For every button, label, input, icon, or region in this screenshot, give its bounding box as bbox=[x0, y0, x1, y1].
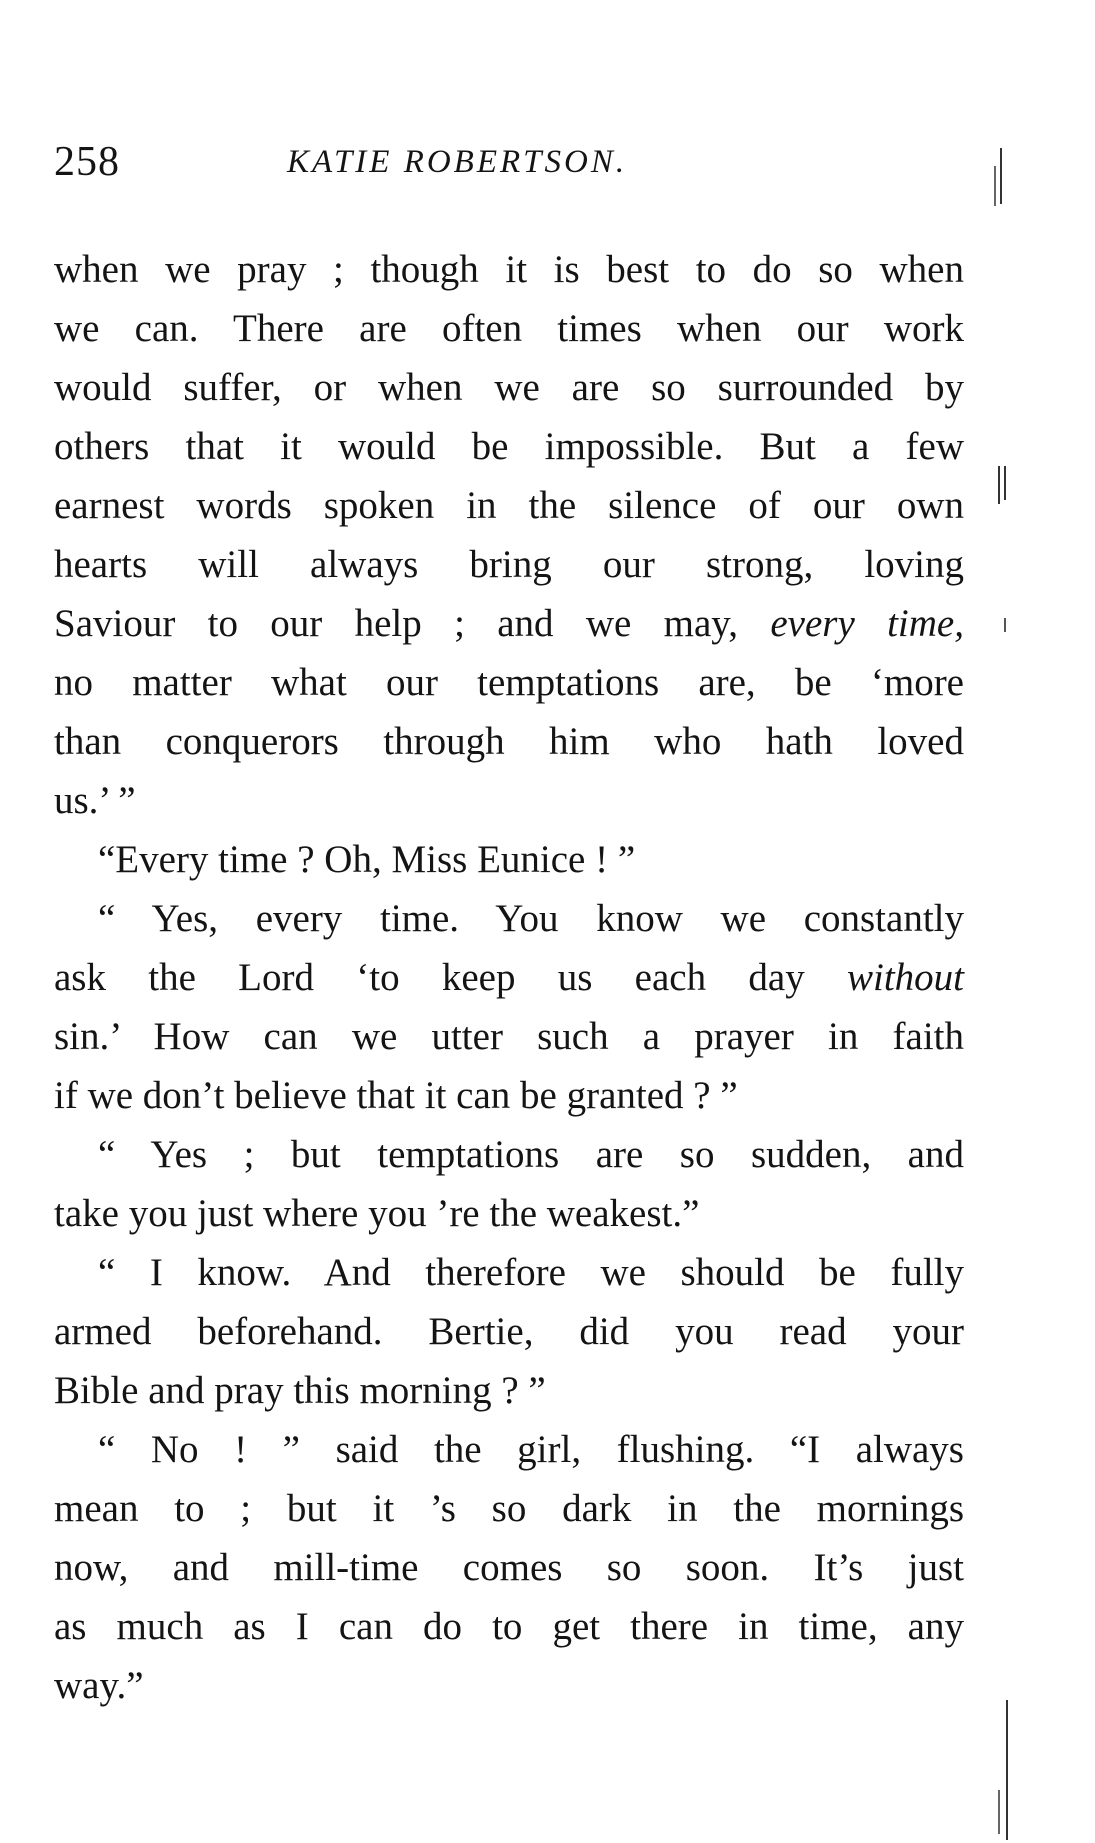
text-line: hearts will always bring our strong, loving bbox=[54, 543, 964, 586]
text-line: others that it would be impossible. But a few bbox=[54, 425, 964, 468]
scan-mark bbox=[1000, 148, 1002, 204]
text-line: “ Yes, every time. You know we constantly bbox=[98, 897, 964, 940]
text-line: mean to ; but it ’s so dark in the mornings bbox=[54, 1487, 964, 1530]
text-line: Bible and pray this morning ? ” bbox=[54, 1369, 546, 1412]
page-number: 258 bbox=[54, 139, 120, 185]
text-line: “ No ! ” said the girl, flushing. “I always bbox=[98, 1428, 964, 1471]
text-line: take you just where you ’re the weakest.” bbox=[54, 1192, 700, 1235]
running-title: KATIE ROBERTSON. bbox=[287, 144, 628, 180]
text-line bbox=[54, 594, 964, 653]
scan-mark bbox=[998, 466, 1000, 504]
text-line: would suffer, or when we are so surrounded by bbox=[54, 366, 964, 409]
text-line: as much as I can do to get there in time, any bbox=[54, 1605, 964, 1648]
scan-mark bbox=[994, 166, 996, 206]
scan-mark bbox=[998, 1790, 1000, 1834]
scan-mark bbox=[1004, 618, 1006, 632]
text-line: sin.’ How can we utter such a prayer in faith bbox=[54, 1015, 964, 1058]
text-line bbox=[54, 948, 964, 1007]
scan-mark bbox=[1006, 1700, 1008, 1840]
text-segment: ask the Lord ‘to keep us each day bbox=[54, 956, 847, 999]
text-line: when we pray ; though it is best to do so when bbox=[54, 248, 964, 291]
text-segment: Saviour to our help ; and we may, bbox=[54, 602, 771, 645]
page-header bbox=[54, 138, 954, 198]
text-line: armed beforehand. Bertie, did you read your bbox=[54, 1310, 964, 1353]
text-line: no matter what our temptations are, be ‘more bbox=[54, 661, 964, 704]
text-line: way.” bbox=[54, 1664, 144, 1707]
text-line: us.’ ” bbox=[54, 779, 136, 822]
text-line: if we don’t believe that it can be granted ? ” bbox=[54, 1074, 738, 1117]
text-line: now, and mill-time comes so soon. It’s just bbox=[54, 1546, 964, 1589]
text-line: “Every time ? Oh, Miss Eunice ! ” bbox=[98, 838, 636, 881]
text-line: we can. There are often times when our work bbox=[54, 307, 964, 350]
text-line: “ I know. And therefore we should be fully bbox=[98, 1251, 964, 1294]
text-line: “ Yes ; but temptations are so sudden, and bbox=[98, 1133, 964, 1176]
text-line: earnest words spoken in the silence of our own bbox=[54, 484, 964, 527]
body-text bbox=[54, 240, 964, 1715]
scan-mark bbox=[1004, 466, 1006, 500]
emphasis-text: without bbox=[846, 956, 964, 999]
text-line: than conquerors through him who hath loved bbox=[54, 720, 964, 763]
emphasis-text: every time, bbox=[770, 602, 964, 645]
